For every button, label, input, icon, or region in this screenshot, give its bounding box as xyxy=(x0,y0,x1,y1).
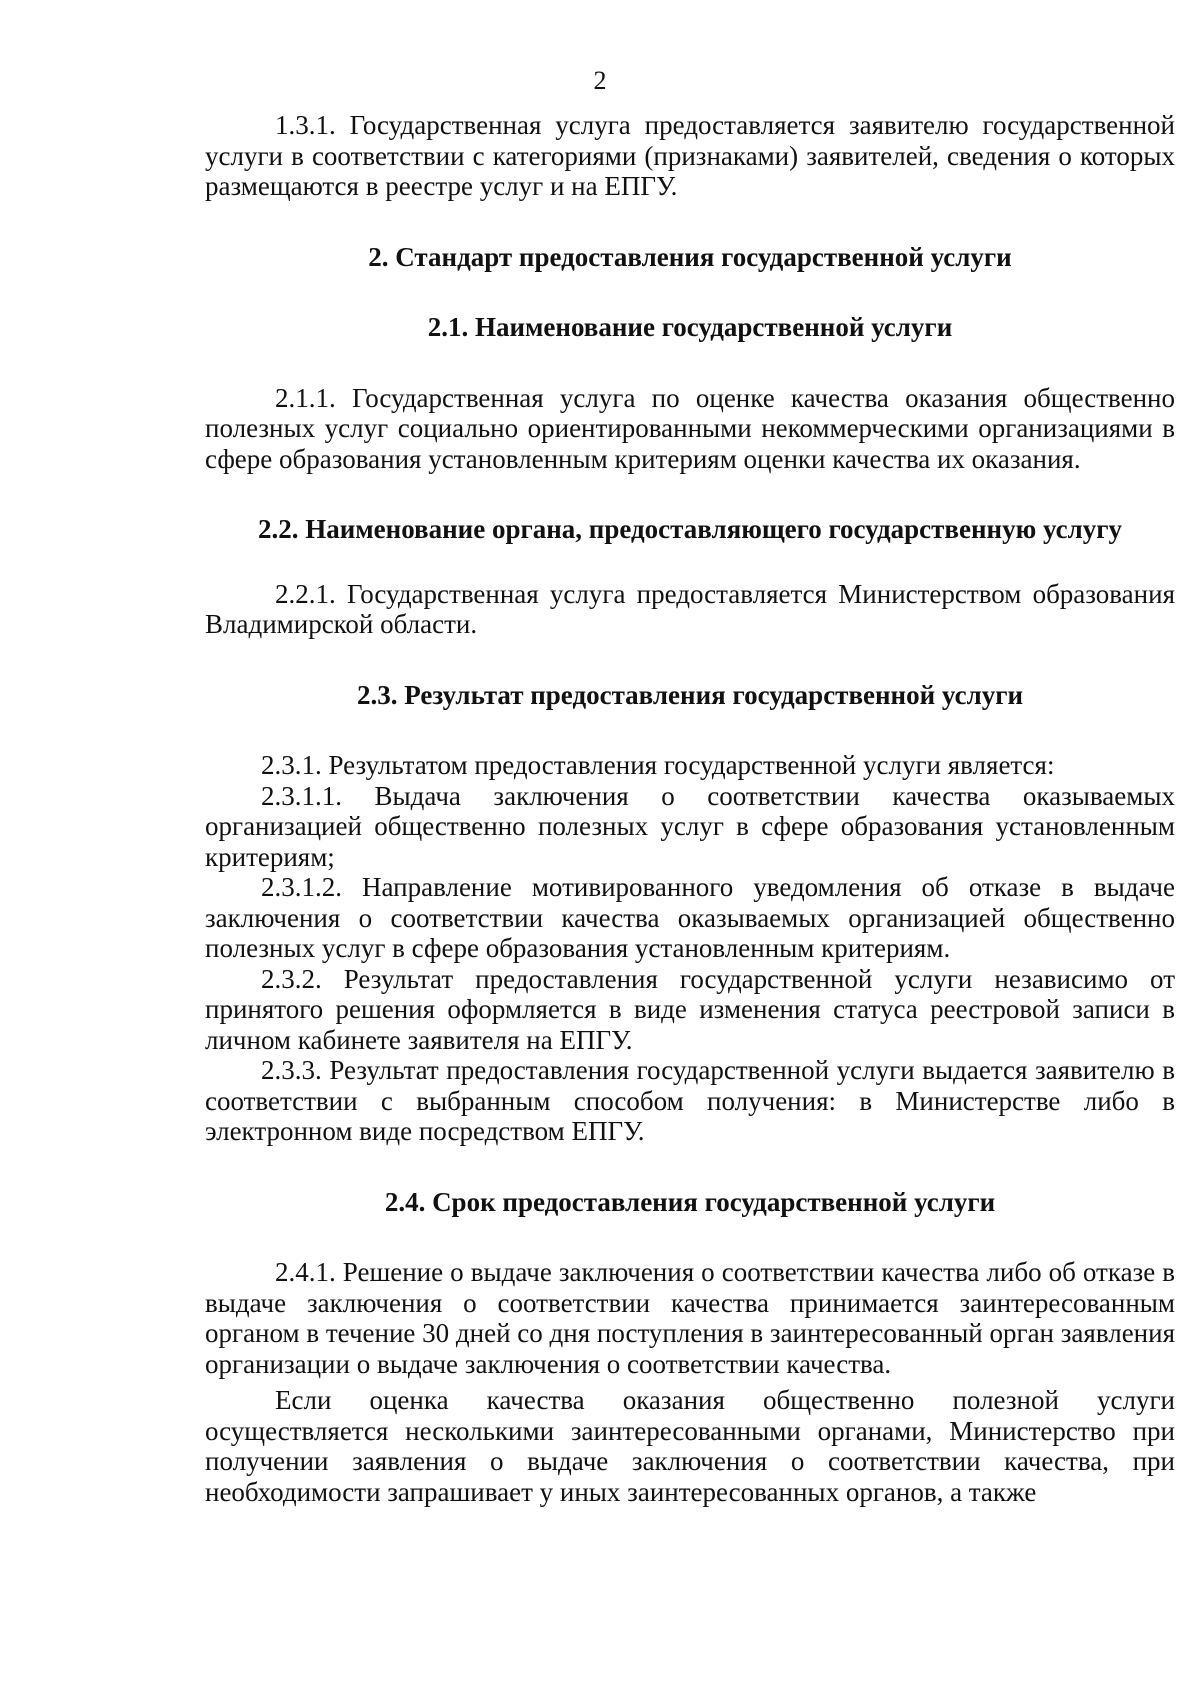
paragraph-2-1-1: 2.1.1. Государственная услуга по оценке качества оказания общественно полезных услуг социально ориентированными некоммерческими организациями в сфере образования установленным критериям оценки качества их оказания. xyxy=(205,382,1175,474)
paragraph-2-3-1-1: 2.3.1.1. Выдача заключения о соответствии качества оказываемых организацией общественно полезных услуг в сфере образования установленным критериям; xyxy=(205,780,1175,872)
paragraph-if-several-bodies: Если оценка качества оказания общественно полезной услуги осуществляется несколькими заинтересованными органами, Министерство при получении заявления о выдаче заключения о соответствии качества, при необходимости запрашивает у иных заинтересованных органов, а также xyxy=(205,1385,1175,1507)
paragraph-2-4-1: 2.4.1. Решение о выдаче заключения о соответствии качества либо об отказе в выдаче заключения о соответствии качества принимается заинтересованным органом в течение 30 дней со дня поступления в заинтересованный орган заявления организации о выдаче заключения о соответствии качества. xyxy=(205,1257,1175,1379)
heading-section-2: 2. Стандарт предоставления государственной услуги xyxy=(368,241,1012,272)
heading-2-4: 2.4. Срок предоставления государственной услуги xyxy=(384,1186,996,1217)
heading-2-1: 2.1. Наименование государственной услуги xyxy=(427,312,953,342)
page-number: 2 xyxy=(593,66,607,95)
document-body xyxy=(205,110,1175,1507)
paragraph-2-3-1: 2.3.1. Результатом предоставления государственной услуги является: xyxy=(261,750,1055,780)
paragraph-2-3-1-2: 2.3.1.2. Направление мотивированного уведомления об отказе в выдаче заключения о соответствии качества оказываемых организацией общественно полезных услуг в сфере образования установленным критериям. xyxy=(205,872,1175,963)
paragraph-2-3-2: 2.3.2. Результат предоставления государственной услуги независимо от принятого решения оформляется в виде изменения статуса реестровой записи в личном кабинете заявителя на ЕПГУ. xyxy=(205,963,1175,1055)
paragraph-1-3-1: 1.3.1. Государственная услуга предоставляется заявителю государственной услуги в соответствии с категориями (признаками) заявителей, сведения о которых размещаются в реестре услуг и на ЕПГУ. xyxy=(205,110,1175,201)
heading-2-2: 2.2. Наименование органа, предоставляющего государственную услугу xyxy=(257,514,1123,544)
paragraph-2-2-1: 2.2.1. Государственная услуга предоставляется Министерством образования Владимирской области. xyxy=(205,578,1175,639)
heading-2-3: 2.3. Результат предоставления государственной услуги xyxy=(356,679,1024,710)
paragraph-2-3-3: 2.3.3. Результат предоставления государственной услуги выдается заявителю в соответствии с выбранным способом получения: в Министерстве либо в электронном виде посредством ЕПГУ. xyxy=(205,1055,1175,1146)
